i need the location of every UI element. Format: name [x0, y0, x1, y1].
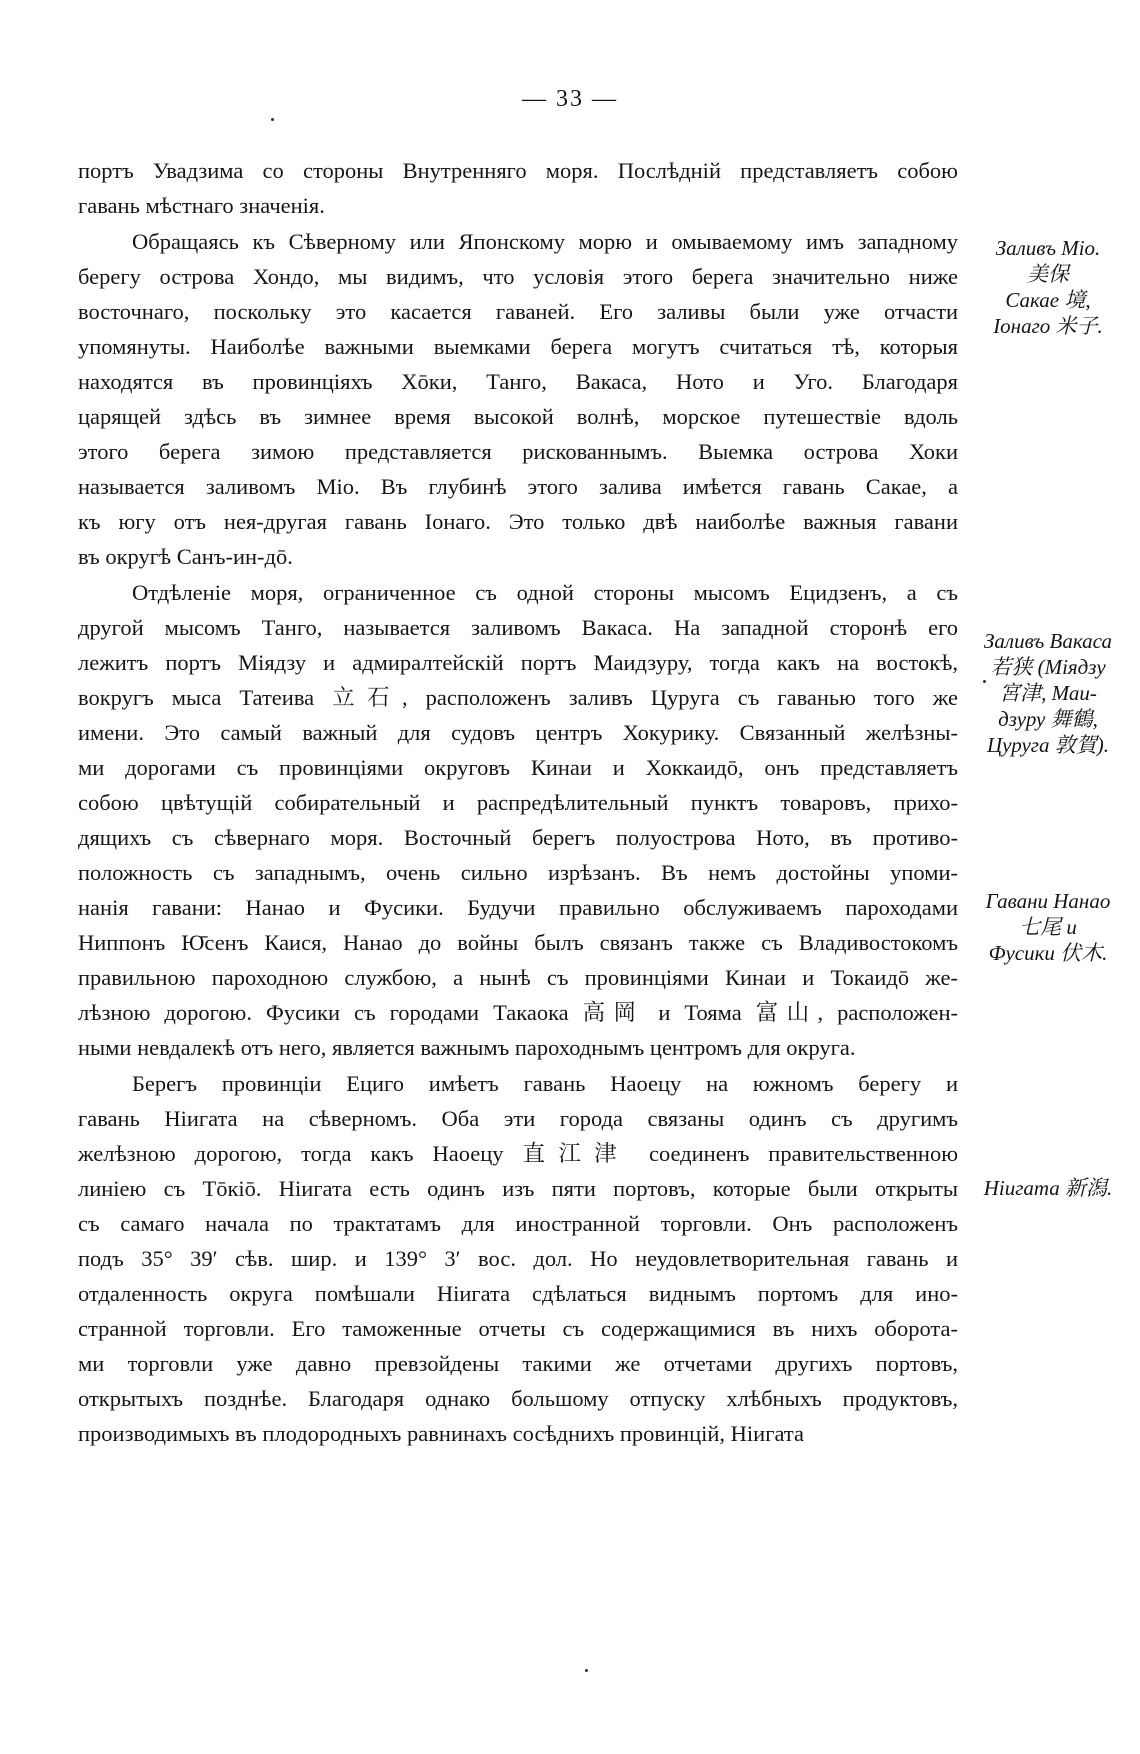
text-line: открытыхъ позднѣе. Благодаря однако большому отпуску хлѣбныхъ продуктовъ, [78, 1386, 958, 1411]
text-line: Отдѣленіе моря, ограниченное съ одной стороны мысомъ Ецидзенъ, а съ [132, 580, 958, 605]
margin-note-line: Заливъ Міо. [995, 236, 1101, 260]
text-line: портъ Увадзима со стороны Внутренняго моря. Послѣдній представляетъ собою [78, 158, 958, 183]
text-line: имени. Это самый важный для судовъ центръ Хокурику. Связанный желѣзны- [78, 720, 958, 745]
text-line: дящихъ съ сѣвернаго моря. Восточный берегъ полуострова Ното, въ противо- [78, 825, 958, 850]
scan-speck [271, 118, 274, 121]
text-line: ными невдалекѣ отъ него, является важнымъ пароходнымъ центромъ для округа. [78, 1035, 856, 1060]
text-line: царящей здѣсь въ зимнее время высокой волнѣ, морское путешествіе вдоль [78, 404, 958, 429]
text-line: берегу острова Хондо, мы видимъ, что условія этого берега значительно ниже [78, 264, 958, 289]
text-line: называется заливомъ Міо. Въ глубинѣ этого залива имѣется гавань Сакае, а [78, 474, 958, 499]
margin-note-line: Цуруга 敦賀). [987, 733, 1109, 757]
text-line: къ югу отъ нея-другая гавань Іонаго. Это только двѣ наиболѣе важныя гавани [78, 509, 958, 534]
margin-note-line: Ніигата 新潟. [983, 1176, 1113, 1200]
text-line: лѣзною дорогою. Фусики съ городами Такаока 高岡 и Тояма 富山, расположен- [78, 1000, 958, 1025]
margin-note-line: 宮津, Маи- [999, 681, 1097, 705]
page-number: — 33 — [522, 86, 618, 112]
text-line: упомянуты. Наиболѣе важными выемками берега могутъ считаться тѣ, которыя [78, 334, 958, 359]
text-line: гавань Ніигата на сѣверномъ. Оба эти города связаны одинъ съ другимъ [78, 1106, 958, 1131]
margin-note-line: Сакае 境, [1005, 288, 1091, 312]
margin-note-line: Заливъ Вакаса [984, 629, 1112, 653]
text-line: правильною пароходною службою, а нынѣ съ провинціями Кинаи и Токаидō же- [78, 965, 958, 990]
margin-note-line: дзуру 舞鶴, [998, 707, 1098, 731]
margin-note-line: Гавани Нанао [985, 889, 1111, 913]
text-line: линіею съ Тōкiō. Ніигата есть одинъ изъ пяти портовъ, которые были открыты [78, 1176, 958, 1201]
text-line: нанія гавани: Нанао и Фусики. Будучи правильно обслуживаемъ пароходами [78, 895, 958, 920]
text-line: лежитъ портъ Міядзу и адмиралтейскій портъ Маидзуру, тогда какъ на востокѣ, [78, 650, 958, 675]
margin-note-niigata [968, 1175, 1128, 1201]
margin-note-wakasa [968, 628, 1128, 758]
text-line: ми торговли уже давно превзойдены такими же отчетами другихъ портовъ, [78, 1351, 958, 1376]
text-line: производимыхъ въ плодородныхъ равнинахъ сосѣднихъ провинцій, Ніигата [78, 1421, 804, 1446]
text-line: гавань мѣстнаго значенія. [78, 193, 325, 218]
scan-speck [983, 680, 986, 683]
text-line: находятся въ провинціяхъ Хōки, Танго, Вакаса, Ното и Уго. Благодаря [78, 369, 958, 394]
text-line: Берегъ провинціи Ециго имѣетъ гавань Наоецу на южномъ берегу и [132, 1071, 958, 1096]
text-line: ми дорогами съ провинціями округовъ Кинаи и Хоккаидō, онъ представляетъ [78, 755, 958, 780]
text-line: вокругъ мыса Татеива 立石, расположенъ заливъ Цуруга съ гаванью того же [78, 685, 958, 710]
text-line: собою цвѣтущій собирательный и распредѣлительный пунктъ товаровъ, прихо- [78, 790, 958, 815]
text-line: странной торговли. Его таможенные отчеты съ содержащимися въ нихъ оборота- [78, 1316, 958, 1341]
margin-note-line: 美保 [1027, 262, 1069, 286]
margin-note-line: Іонаго 米子. [993, 314, 1103, 338]
text-line: въ округѣ Санъ-ин-дō. [78, 544, 293, 569]
text-line: положность съ западнымъ, очень сильно изрѣзанъ. Въ немъ достойны упоми- [78, 860, 958, 885]
text-line: другой мысомъ Танго, называется заливомъ Вакаса. На западной сторонѣ его [78, 615, 958, 640]
margin-note-line: 若狭 (Міядзу [990, 655, 1106, 679]
margin-notes [968, 0, 1140, 1754]
text-line: Обращаясь къ Сѣверному или Японскому морю и омываемому имъ западному [132, 229, 958, 254]
margin-note-line: Фусики 伏木. [988, 941, 1108, 965]
margin-note-line: 七尾 и [1019, 915, 1077, 939]
scan-speck [585, 1669, 588, 1672]
margin-note-mio [968, 235, 1128, 339]
text-line: подъ 35° 39′ сѣв. шир. и 139° 3′ вос. дол. Но неудовлетворительная гавань и [78, 1246, 958, 1271]
text-line: желѣзною дорогою, тогда какъ Наоецу 直江津 соединенъ правительственною [78, 1141, 958, 1166]
text-line: Ниппонъ Ю̄сенъ Каися, Нанао до войны былъ связанъ также съ Владивостокомъ [78, 930, 958, 955]
text-line: восточнаго, поскольку это касается гаваней. Его заливы были уже отчасти [78, 299, 958, 324]
text-line: съ самаго начала по трактатамъ для иностранной торговли. Онъ расположенъ [78, 1211, 958, 1236]
margin-note-nanao [968, 888, 1128, 966]
text-line: отдаленность округа помѣшали Ніигата сдѣлаться виднымъ портомъ для ино- [78, 1281, 958, 1306]
text-line: этого берега зимою представляется рискованнымъ. Выемка острова Хоки [78, 439, 958, 464]
